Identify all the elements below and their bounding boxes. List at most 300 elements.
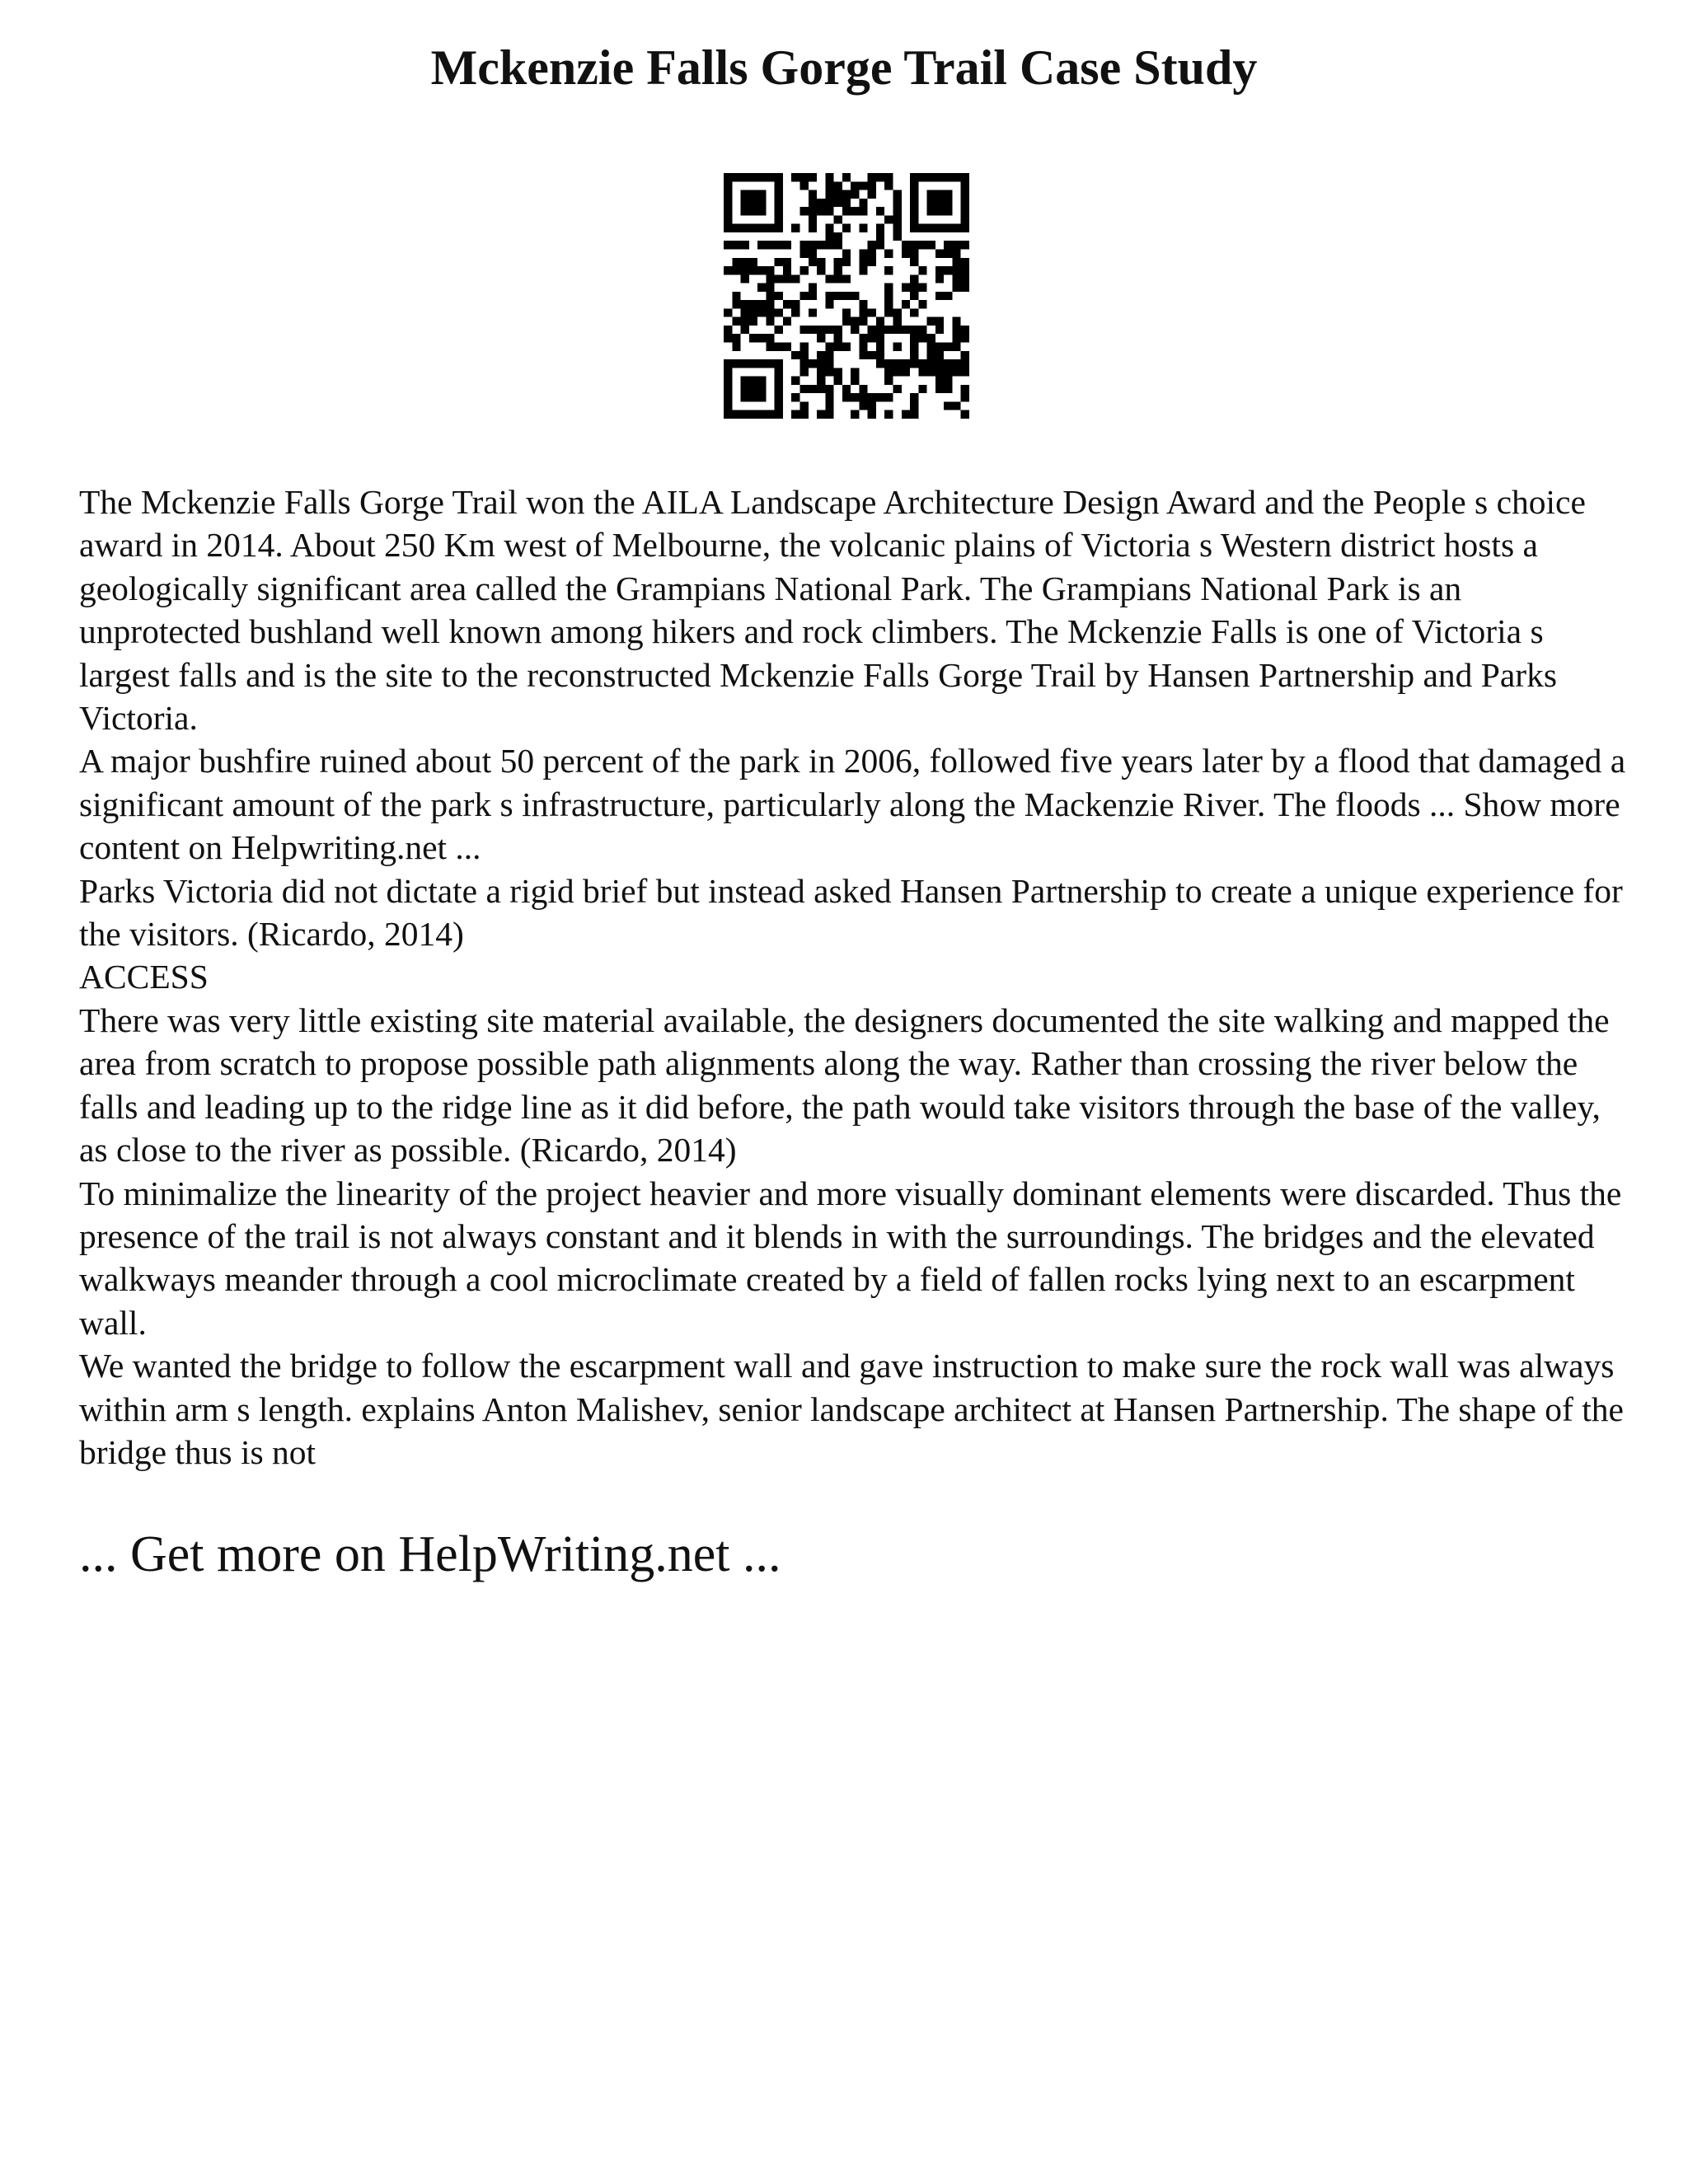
- qr-module: [825, 385, 833, 393]
- qr-module: [825, 190, 833, 199]
- qr-module: [893, 207, 902, 215]
- qr-module: [809, 224, 817, 232]
- qr-module: [749, 207, 757, 215]
- qr-module: [749, 334, 757, 342]
- qr-module: [859, 249, 867, 257]
- qr-module: [732, 241, 740, 249]
- qr-module: [961, 199, 969, 207]
- qr-module: [961, 385, 969, 393]
- qr-module: [749, 393, 757, 401]
- qr-module: [825, 232, 833, 241]
- qr-module: [961, 334, 969, 342]
- qr-module: [910, 359, 918, 368]
- qr-module: [783, 274, 791, 283]
- qr-module: [749, 377, 757, 385]
- qr-module: [944, 385, 952, 393]
- qr-module: [834, 181, 842, 190]
- qr-module: [766, 317, 774, 326]
- qr-module: [741, 393, 749, 401]
- qr-module: [724, 266, 732, 274]
- qr-module: [944, 368, 952, 376]
- qr-module: [961, 258, 969, 266]
- qr-module: [817, 351, 825, 359]
- qr-module: [893, 385, 902, 393]
- paragraph-linearity: To minimalize the linearity of the project heavier and more visually dominant elements were discarded. Thus the presence of the trail is not always constant and it blends in with the surroundings. The bridges and the elevated walkways meander through a cool microclimate created by a field of fallen rocks lying next to an escarpment wall.: [79, 1174, 1622, 1342]
- qr-module: [757, 300, 766, 308]
- qr-module: [724, 385, 732, 393]
- qr-module: [859, 385, 867, 393]
- qr-module: [741, 274, 749, 283]
- qr-module: [799, 351, 808, 359]
- qr-module: [910, 401, 918, 410]
- qr-module: [910, 308, 918, 316]
- qr-module: [876, 343, 884, 351]
- qr-module: [902, 410, 910, 419]
- qr-module: [817, 241, 825, 249]
- qr-module: [952, 368, 960, 376]
- qr-module: [809, 258, 817, 266]
- qr-module: [868, 334, 876, 342]
- qr-module: [775, 215, 783, 223]
- qr-module: [893, 317, 902, 326]
- qr-module: [952, 326, 960, 334]
- qr-module: [834, 232, 842, 241]
- qr-module: [766, 224, 774, 232]
- qr-module: [799, 343, 808, 351]
- qr-module: [935, 199, 944, 207]
- qr-module: [766, 241, 774, 249]
- qr-module: [842, 224, 851, 232]
- qr-module: [859, 308, 867, 316]
- qr-module: [724, 326, 732, 334]
- qr-module: [749, 266, 757, 274]
- qr-module: [809, 308, 817, 316]
- qr-module: [809, 207, 817, 215]
- qr-module: [732, 334, 740, 342]
- qr-module: [724, 181, 732, 190]
- qr-module: [952, 274, 960, 283]
- qr-module: [817, 326, 825, 334]
- paragraph-quote: We wanted the bridge to follow the escarpment wall and gave instruction to make sure the rock wall was always within arm s length. explains Anton Malishev, senior landscape architect at Hansen Partnership. The shape of the bridge thus is not: [79, 1347, 1624, 1471]
- qr-module: [757, 241, 766, 249]
- qr-module: [757, 377, 766, 385]
- qr-module: [961, 326, 969, 334]
- qr-module: [817, 377, 825, 385]
- qr-module: [952, 343, 960, 351]
- qr-module: [834, 343, 842, 351]
- qr-module: [757, 284, 766, 292]
- qr-module: [884, 249, 893, 257]
- qr-module: [724, 359, 732, 368]
- qr-module: [741, 385, 749, 393]
- qr-module: [791, 410, 799, 419]
- qr-module: [961, 351, 969, 359]
- qr-module: [749, 317, 757, 326]
- qr-module: [961, 266, 969, 274]
- qr-module: [944, 266, 952, 274]
- qr-module: [918, 300, 926, 308]
- qr-module: [825, 359, 833, 368]
- qr-module: [842, 292, 851, 300]
- qr-module: [893, 308, 902, 316]
- qr-module: [724, 334, 732, 342]
- qr-module: [927, 317, 935, 326]
- qr-module: [935, 249, 944, 257]
- qr-module: [809, 249, 817, 257]
- qr-module: [884, 393, 893, 401]
- qr-module: [961, 207, 969, 215]
- qr-module: [834, 190, 842, 199]
- qr-module: [868, 326, 876, 334]
- qr-module: [859, 401, 867, 410]
- qr-module: [791, 300, 799, 308]
- qr-module: [741, 241, 749, 249]
- qr-module: [766, 300, 774, 308]
- qr-module: [927, 173, 935, 181]
- qr-module: [825, 401, 833, 410]
- qr-module: [825, 326, 833, 334]
- qr-module: [799, 401, 808, 410]
- qr-module: [834, 274, 842, 283]
- qr-module: [851, 292, 859, 300]
- qr-module: [724, 410, 732, 419]
- paragraph-brief: Parks Victoria did not dictate a rigid brief but instead asked Hansen Partnership to create a unique experience for the visitors. (Ricardo, 2014): [79, 871, 1623, 954]
- qr-module: [918, 359, 926, 368]
- page-title: Mckenzie Falls Gorge Trail Case Study: [430, 40, 1258, 95]
- qr-module: [834, 292, 842, 300]
- qr-module: [910, 190, 918, 199]
- qr-module: [775, 292, 783, 300]
- qr-module: [757, 207, 766, 215]
- qr-module: [876, 359, 884, 368]
- qr-module: [749, 385, 757, 393]
- qr-module: [766, 173, 774, 181]
- qr-module: [741, 207, 749, 215]
- qr-module: [749, 410, 757, 419]
- qr-module: [952, 224, 960, 232]
- qr-module: [868, 393, 876, 401]
- qr-module: [910, 393, 918, 401]
- qr-module: [918, 385, 926, 393]
- qr-module: [799, 326, 808, 334]
- qr-module: [775, 258, 783, 266]
- qr-module: [842, 393, 851, 401]
- qr-module: [952, 241, 960, 249]
- qr-module: [927, 334, 935, 342]
- qr-module: [825, 351, 833, 359]
- qr-module: [851, 368, 859, 376]
- qr-module: [724, 393, 732, 401]
- qr-module: [757, 173, 766, 181]
- qr-module: [927, 224, 935, 232]
- qr-module: [902, 368, 910, 376]
- qr-module: [825, 274, 833, 283]
- qr-module: [749, 258, 757, 266]
- qr-module: [952, 401, 960, 410]
- qr-module: [775, 207, 783, 215]
- qr-module: [842, 274, 851, 283]
- qr-module: [775, 401, 783, 410]
- qr-module: [834, 241, 842, 249]
- qr-module: [809, 241, 817, 249]
- qr-module: [842, 258, 851, 266]
- qr-module: [783, 266, 791, 274]
- article-body: [79, 480, 1629, 1474]
- qr-module: [732, 410, 740, 419]
- paragraph-bushfire: A major bushfire ruined about 50 percent of the park in 2006, followed five years later by a flood that damaged a significant amount of the park s infrastructure, particularly along the Mackenzie River. The floods ... Show more content on Helpwriting.net ...: [79, 742, 1626, 867]
- qr-module: [851, 326, 859, 334]
- qr-module: [766, 359, 774, 368]
- qr-module: [859, 181, 867, 190]
- qr-module: [732, 258, 740, 266]
- qr-module: [944, 224, 952, 232]
- qr-module: [935, 368, 944, 376]
- qr-module: [910, 326, 918, 334]
- qr-module: [834, 266, 842, 274]
- qr-module: [842, 173, 851, 181]
- qr-module: [884, 368, 893, 376]
- qr-module: [732, 173, 740, 181]
- qr-module: [749, 190, 757, 199]
- qr-module: [961, 181, 969, 190]
- qr-module: [935, 377, 944, 385]
- qr-module: [893, 199, 902, 207]
- qr-module: [918, 241, 926, 249]
- qr-module: [799, 292, 808, 300]
- paragraph-site-material: There was very little existing site material available, the designers documented the site walking and mapped the area from scratch to propose possible path alignments along the way. Rather than crossing the river below the falls and leading up to the ridge line as it did before, the path would take visitors through the base of the valley, as close to the river as possible. (Ricardo, 2014): [79, 1001, 1610, 1169]
- qr-module: [799, 249, 808, 257]
- qr-module: [834, 368, 842, 376]
- qr-module: [868, 410, 876, 419]
- qr-module: [876, 207, 884, 215]
- qr-module: [876, 241, 884, 249]
- qr-module: [927, 343, 935, 351]
- qr-module: [799, 181, 808, 190]
- qr-module: [799, 359, 808, 368]
- qr-module: [732, 317, 740, 326]
- qr-module: [868, 241, 876, 249]
- qr-module: [935, 173, 944, 181]
- qr-module: [834, 334, 842, 342]
- qr-module: [910, 224, 918, 232]
- qr-module: [741, 199, 749, 207]
- qr-module: [791, 173, 799, 181]
- qr-module: [884, 215, 893, 223]
- qr-module: [775, 326, 783, 334]
- qr-module: [724, 241, 732, 249]
- qr-module: [817, 359, 825, 368]
- qr-module: [825, 368, 833, 376]
- qr-module: [825, 181, 833, 190]
- qr-module: [791, 377, 799, 385]
- qr-module: [775, 274, 783, 283]
- qr-module: [757, 359, 766, 368]
- qr-module: [876, 224, 884, 232]
- qr-module: [817, 258, 825, 266]
- qr-module: [775, 359, 783, 368]
- qr-module: [893, 190, 902, 199]
- qr-module: [724, 224, 732, 232]
- qr-module: [910, 258, 918, 266]
- qr-module: [910, 173, 918, 181]
- qr-module: [961, 224, 969, 232]
- qr-module: [868, 351, 876, 359]
- qr-module: [868, 401, 876, 410]
- qr-module: [766, 343, 774, 351]
- qr-module: [868, 249, 876, 257]
- paragraph-intro: The Mckenzie Falls Gorge Trail won the AILA Landscape Architecture Design Award and the People s choice award in 2014. About 250 Km west of Melbourne, the volcanic plains of Victoria s Western district hosts a geologically significant area called the Grampians National Park. The Grampians National Park is an unprotected bushland well known among hikers and rock climbers. The Mckenzie Falls is one of Victoria s largest falls and is the site to the reconstructed Mckenzie Falls Gorge Trail by Hansen Partnership and Parks Victoria.: [79, 483, 1586, 738]
- qr-module: [961, 410, 969, 419]
- qr-module: [783, 241, 791, 249]
- qr-module: [935, 266, 944, 274]
- qr-module: [859, 334, 867, 342]
- qr-module: [783, 343, 791, 351]
- qr-module: [842, 308, 851, 316]
- qr-module: [876, 232, 884, 241]
- qr-module: [791, 274, 799, 283]
- qr-module: [825, 241, 833, 249]
- qr-module: [842, 207, 851, 215]
- qr-module: [732, 266, 740, 274]
- qr-module: [757, 224, 766, 232]
- qr-module: [799, 173, 808, 181]
- qr-module: [910, 334, 918, 342]
- qr-module: [859, 300, 867, 308]
- qr-module: [884, 292, 893, 300]
- qr-module: [749, 224, 757, 232]
- qr-module: [842, 199, 851, 207]
- qr-module: [851, 317, 859, 326]
- qr-module: [724, 173, 732, 181]
- qr-module: [952, 284, 960, 292]
- qr-module: [775, 343, 783, 351]
- qr-module: [817, 266, 825, 274]
- qr-module: [817, 385, 825, 393]
- qr-module: [910, 284, 918, 292]
- qr-module: [944, 241, 952, 249]
- qr-module: [809, 385, 817, 393]
- qr-code-graphic: [724, 173, 969, 419]
- qr-module: [825, 343, 833, 351]
- qr-module: [775, 368, 783, 376]
- qr-module: [809, 326, 817, 334]
- qr-code-icon: [724, 173, 969, 419]
- qr-module: [757, 334, 766, 342]
- qr-module: [766, 274, 774, 283]
- qr-module: [910, 181, 918, 190]
- get-more-link[interactable]: ... Get more on HelpWriting.net ...: [79, 1526, 781, 1582]
- qr-module: [732, 300, 740, 308]
- qr-module: [876, 393, 884, 401]
- qr-module: [741, 359, 749, 368]
- qr-module: [817, 368, 825, 376]
- qr-module: [961, 359, 969, 368]
- qr-module: [825, 207, 833, 215]
- qr-module: [732, 224, 740, 232]
- qr-module: [902, 249, 910, 257]
- qr-module: [775, 224, 783, 232]
- qr-module: [935, 343, 944, 351]
- qr-module: [918, 368, 926, 376]
- qr-module: [842, 317, 851, 326]
- qr-module: [799, 241, 808, 249]
- qr-module: [842, 385, 851, 393]
- qr-module: [741, 258, 749, 266]
- qr-module: [902, 284, 910, 292]
- qr-module: [893, 326, 902, 334]
- qr-module: [952, 317, 960, 326]
- qr-module: [799, 368, 808, 376]
- qr-module: [757, 190, 766, 199]
- qr-module: [757, 199, 766, 207]
- qr-module: [884, 284, 893, 292]
- qr-module: [783, 258, 791, 266]
- qr-module: [918, 224, 926, 232]
- qr-module: [910, 351, 918, 359]
- qr-module: [893, 224, 902, 232]
- qr-module: [775, 199, 783, 207]
- qr-module: [775, 393, 783, 401]
- qr-module: [935, 359, 944, 368]
- qr-module: [809, 199, 817, 207]
- qr-module: [825, 300, 833, 308]
- qr-module: [952, 173, 960, 181]
- qr-module: [775, 173, 783, 181]
- qr-module: [851, 207, 859, 215]
- qr-module: [791, 308, 799, 316]
- qr-module: [944, 401, 952, 410]
- qr-module: [775, 385, 783, 393]
- qr-module: [741, 308, 749, 316]
- qr-module: [944, 207, 952, 215]
- qr-module: [952, 334, 960, 342]
- qr-module: [859, 393, 867, 401]
- qr-module: [757, 410, 766, 419]
- qr-module: [910, 249, 918, 257]
- qr-module: [749, 300, 757, 308]
- qr-module: [741, 410, 749, 419]
- qr-module: [791, 224, 799, 232]
- qr-module: [724, 308, 732, 316]
- qr-module: [884, 410, 893, 419]
- qr-module: [757, 385, 766, 393]
- qr-module: [961, 173, 969, 181]
- qr-module: [732, 359, 740, 368]
- qr-module: [893, 232, 902, 241]
- qr-module: [724, 207, 732, 215]
- qr-module: [868, 173, 876, 181]
- qr-module: [799, 266, 808, 274]
- qr-module: [952, 359, 960, 368]
- qr-module: [775, 181, 783, 190]
- qr-module: [935, 351, 944, 359]
- qr-module: [859, 199, 867, 207]
- qr-module: [757, 266, 766, 274]
- qr-module: [825, 410, 833, 419]
- qr-module: [766, 284, 774, 292]
- qr-module: [766, 334, 774, 342]
- qr-module: [825, 393, 833, 401]
- qr-module: [902, 300, 910, 308]
- qr-module: [918, 284, 926, 292]
- qr-module: [910, 292, 918, 300]
- qr-module: [757, 308, 766, 316]
- qr-module: [927, 190, 935, 199]
- qr-module: [918, 326, 926, 334]
- qr-module: [910, 410, 918, 419]
- qr-module: [902, 326, 910, 334]
- qr-module: [935, 274, 944, 283]
